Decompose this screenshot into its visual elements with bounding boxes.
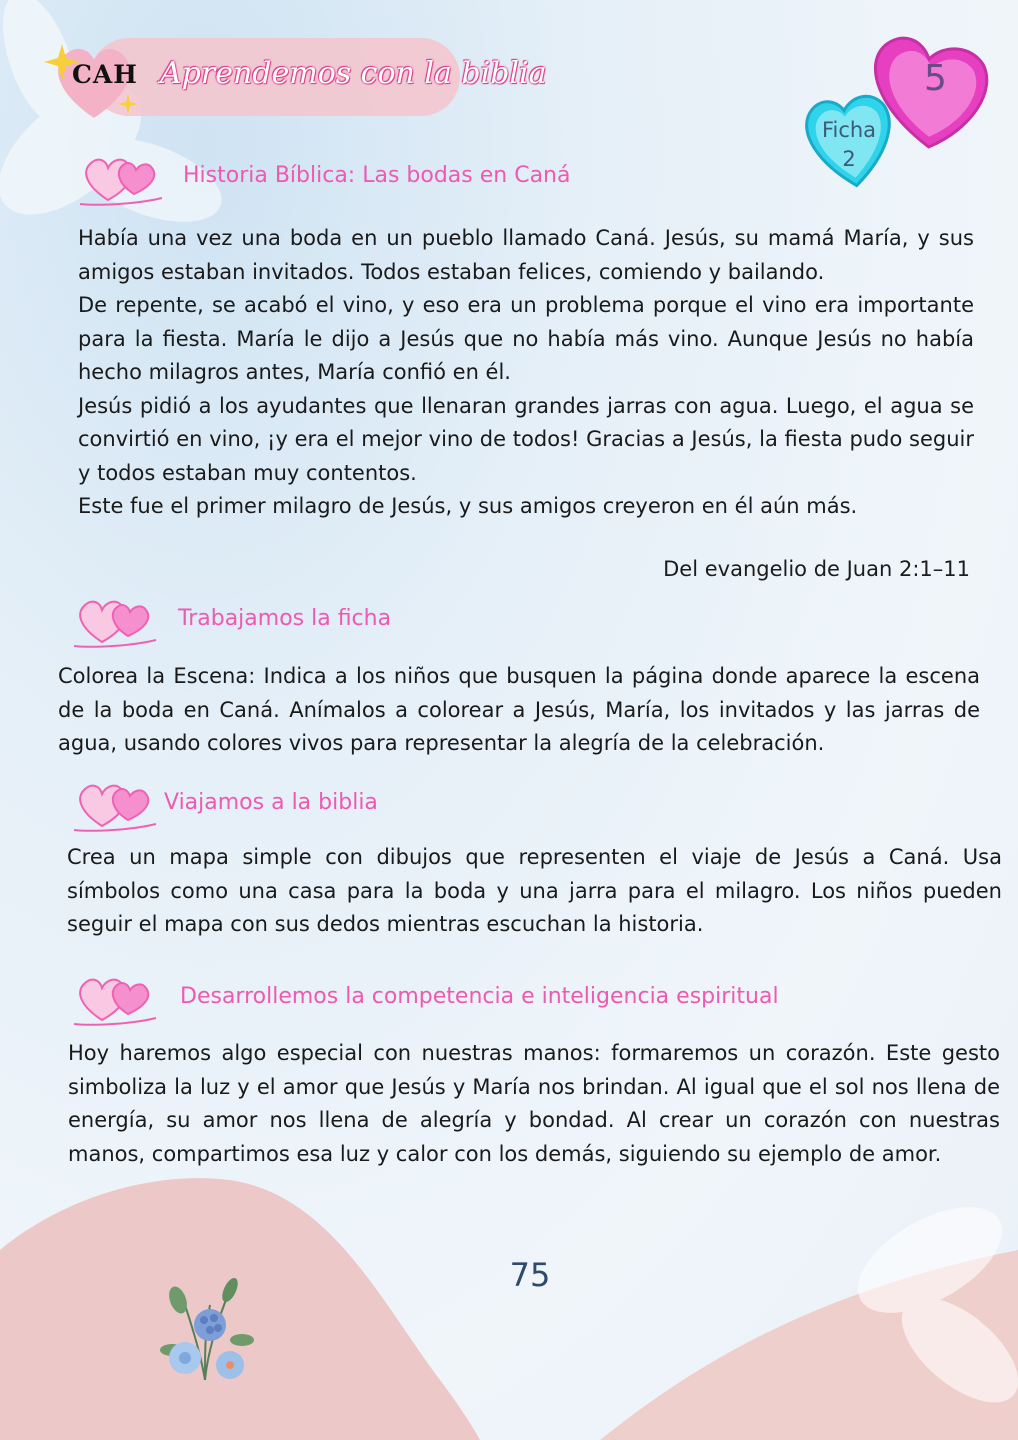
brand-logo: CAH [72, 60, 138, 89]
flower-bouquet-icon [150, 1270, 260, 1395]
unit-number: 5 [924, 58, 947, 99]
section-title-travel: Viajamos a la biblia [164, 790, 378, 815]
story-paragraph: De repente, se acabó el vino, y eso era un problema porque el vino era importante para la fiesta. María le dijo a Jesús que no había más vino. Aunque Jesús no había hecho milagros antes, María confió en él. [78, 293, 974, 384]
hearts-icon [72, 592, 162, 652]
page-number: 75 [509, 1256, 551, 1294]
story-paragraph: Este fue el primer milagro de Jesús, y sus amigos creyeron en él aún más. [78, 494, 858, 518]
hearts-icon [78, 150, 168, 210]
spiritual-text: Hoy haremos algo especial con nuestras manos: formaremos un corazón. Este gesto simboliza la luz y el amor que Jesús y María nos brindan. Al igual que el sol nos llena de energía, su amor nos llena de alegría y bondad. Al crear un corazón con nuestras manos, compartimos esa luz y calor con los demás, siguiendo su ejemplo de amor. [68, 1041, 1000, 1166]
story-paragraph: Había una vez una boda en un pueblo llamado Caná. Jesús, su mamá María, y sus amigos estaban invitados. Todos estaban felices, comiendo y bailando. [78, 226, 974, 284]
series-title: Aprendemos con la biblia [160, 56, 547, 91]
section-title-worksheet: Trabajamos la ficha [178, 606, 392, 631]
ficha-number: 2 [842, 147, 856, 171]
ficha-text: Ficha [821, 118, 877, 142]
bible-reference: Del evangelio de Juan 2:1–11 [663, 557, 970, 581]
section-title-spiritual: Desarrollemos la competencia e inteligencia espiritual [180, 984, 779, 1009]
hearts-icon [72, 776, 162, 836]
ficha-label [814, 116, 884, 174]
hearts-icon [72, 970, 162, 1030]
story-text [78, 222, 974, 524]
worksheet-text: Colorea la Escena: Indica a los niños que busquen la página donde aparece la escena de la boda en Caná. Anímalos a colorear a Jesús, María, los invitados y las jarras de agua, usando colores vivos para representar la alegría de la celebración. [58, 664, 980, 755]
section-title-story: Historia Bíblica: Las bodas en Caná [183, 163, 571, 188]
travel-text: Crea un mapa simple con dibujos que representen el viaje de Jesús a Caná. Usa símbolos como una casa para la boda y una jarra para el milagro. Los niños pueden seguir el mapa con sus dedos mientras escuchan la historia. [67, 845, 1002, 936]
story-paragraph: Jesús pidió a los ayudantes que llenaran grandes jarras con agua. Luego, el agua se convirtió en vino, ¡y era el mejor vino de todos! Gracias a Jesús, la fiesta pudo seguir y todos estaban muy contentos. [78, 393, 974, 485]
